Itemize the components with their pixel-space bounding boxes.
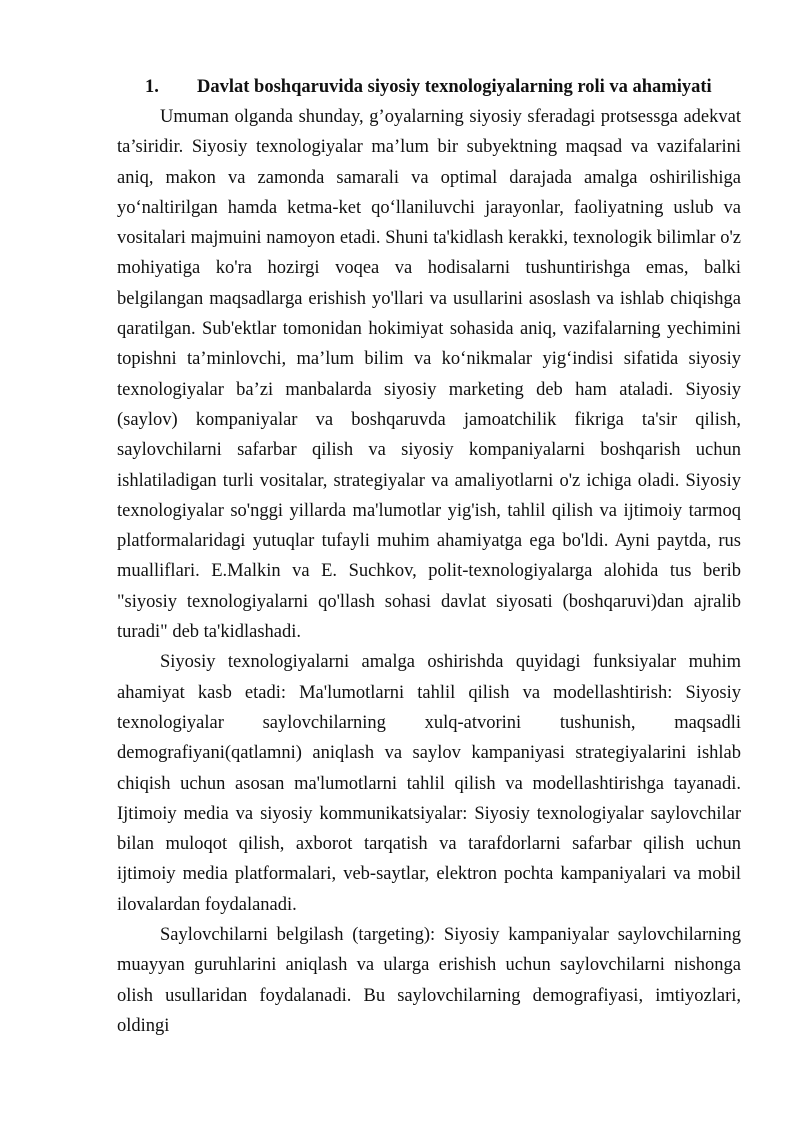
section-number: 1. xyxy=(145,77,159,97)
section-heading xyxy=(117,72,741,102)
paragraph-1: Umuman olganda shunday, g’oyalarning siyosiy sferadagi protsessga adekvat ta’siridir. Siyosiy texnologiyalar ma’lum bir subyektning maqsad va vazifalarini aniq, makon va zamonda samarali va optimal darajada amalga oshirilishiga yo‘naltirilgan hamda ketma-ket qo‘llaniluvchi jarayonlar, faoliyatning uslub va vositalari majmuini namoyon etadi. Shuni ta'kidlash kerakki, texnologik bilimlar o'z mohiyatiga ko'ra hozirgi voqea va hodisalarni tushuntirishga emas, balki belgilangan maqsadlarga erishish yo'llari va usullarini asoslash va ishlab chiqishga qaratilgan. Sub'ektlar tomonidan hokimiyat sohasida aniq, vazifalarning yechimini topishni ta’minlovchi, ma’lum bilim va ko‘nikmalar yig‘indisi sifatida siyosiy texnologiyalar ba’zi manbalarda siyosiy marketing deb ham ataladi. Siyosiy (saylov) kompaniyalar va boshqaruvda jamoatchilik fikriga ta'sir qilish, saylovchilarni safarbar qilish va siyosiy kompaniyalarni boshqarish uchun ishlatiladigan turli vositalar, strategiyalar va amaliyotlarni o'z ichiga oladi. Siyosiy texnologiyalar so'nggi yillarda ma'lumotlar yig'ish, tahlil qilish va ijtimoiy tarmoq platformalaridagi yutuqlar tufayli muhim ahamiyatga ega bo'ldi. Ayni paytda, rus mualliflari. E.Malkin va E. Suchkov, polit-texnologiyalarga alohida tus berib "siyosiy texnologiyalarni qo'llash sohasi davlat siyosati (boshqaruvi)dan ajralib turadi" deb ta'kidlashadi. xyxy=(117,107,741,643)
paragraph-3: Saylovchilarni belgilash (targeting): Siyosiy kampaniyalar saylovchilarning muayyan guruhlarini aniqlash va ularga erishish uchun saylovchilarni nishonga olish usullaridan foydalanadi. Bu saylovchilarning demografiyasi, imtiyozlari, oldingi xyxy=(117,925,741,1036)
document-page xyxy=(117,72,741,1041)
section-title: Davlat boshqaruvida siyosiy texnologiyalarning roli va ahamiyati xyxy=(197,77,712,97)
paragraph-2: Siyosiy texnologiyalarni amalga oshirishda quyidagi funksiyalar muhim ahamiyat kasb etadi: Ma'lumotlarni tahlil qilish va modellashtirish: Siyosiy texnologiyalar saylovchilarning xulq-atvorini tushunish, maqsadli demografiyani(qatlamni) aniqlash va saylov kampaniyasi strategiyalarini ishlab chiqish uchun asosan ma'lumotlarni tahlil qilish va modellashtirishga tayanadi. Ijtimoiy media va siyosiy kommunikatsiyalar: Siyosiy texnologiyalar saylovchilar bilan muloqot qilish, axborot tarqatish va tarafdorlarni safarbar qilish uchun ijtimoiy media platformalari, veb-saytlar, elektron pochta kampaniyalari va mobil ilovalardan foydalanadi. xyxy=(117,652,741,915)
